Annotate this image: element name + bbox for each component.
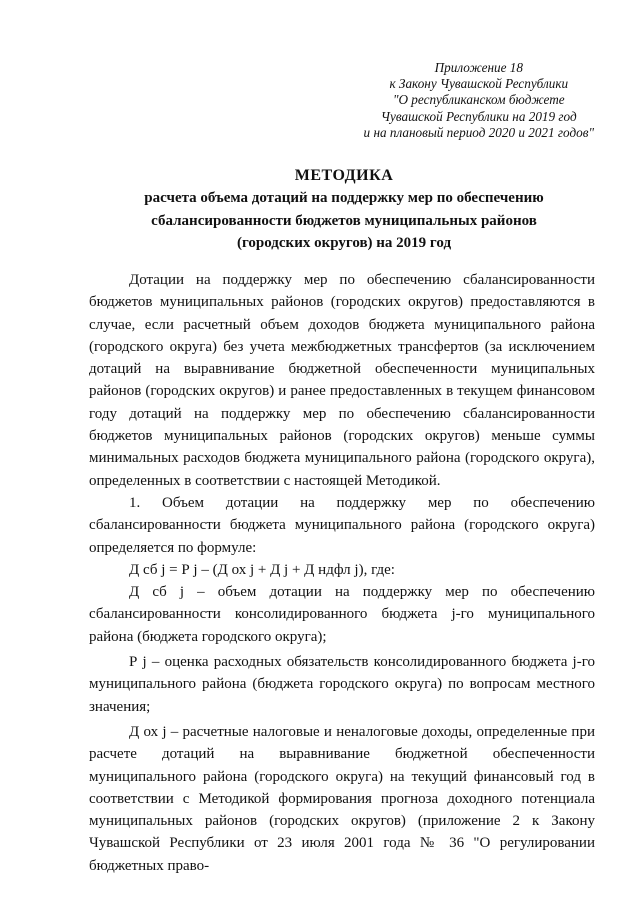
document-subtitle-line-2: сбалансированности бюджетов муниципальных районов — [151, 212, 537, 229]
appendix-header — [364, 60, 594, 141]
paragraph-definition-r: Р j – оценка расходных обязательств консолидированного бюджета j-го муниципального района (бюджета городского округа) по вопросам местного значения; — [89, 654, 595, 715]
paragraph-definition-dox: Д ох j – расчетные налоговые и неналоговые доходы, определенные при расчете дотаций на выравнивание бюджетной обеспеченности муниципального района (городского округа) на текущий финансовый год в соответствии с Методикой формирования прогноза доходного потенциала муниципальных районов (городских округов) (приложение 2 к Закону Чувашской Республики от 23 июля 2001 года № 36 "О регулировании бюджетных право- — [89, 723, 595, 874]
document-body — [89, 269, 595, 877]
document-subtitle-line-1: расчета объема дотаций на поддержку мер по обеспечению — [144, 190, 544, 206]
appendix-line-1: Приложение 18 — [434, 60, 523, 75]
appendix-line-5: и на плановый период 2020 и 2021 годов" — [363, 124, 594, 140]
document-heading — [88, 165, 600, 255]
appendix-line-2: к Закону Чувашской Республики — [389, 76, 569, 92]
appendix-line-4: Чувашской Республики на 2019 год — [380, 108, 577, 124]
document-title: МЕТОДИКА — [294, 167, 394, 184]
document-subtitle-line-3: (городских округов) на 2019 год — [236, 235, 452, 251]
paragraph-intro: Дотации на поддержку мер по обеспечению сбалансированности бюджетов муниципальных районов (городских округов) предоставляются в случае, если расчетный объем доходов бюджета муниципального района (городского округа) без учета межбюджетных трансфертов (за исключением дотаций на выравнивание бюджетной обеспеченности муниципальных районов (городских округов) и ранее предоставленных в текущем финансовом году дотаций на поддержку мер по обеспечению сбалансированности бюджетов муниципальных районов (городских округов) меньше суммы минимальных расходов бюджета муниципального района (городского округа), определенных в соответствии с настоящей Методикой. — [89, 272, 595, 489]
paragraph-clause-1: 1. Объем дотации на поддержку мер по обеспечению сбалансированности бюджета муниципального района (городского округа) определяется по формуле: — [89, 494, 595, 556]
paragraph-formula: Д сб j = Р j – (Д ох j + Д j + Д ндфл j), где: — [129, 561, 395, 578]
paragraph-definition-dsb: Д сб j – объем дотации на поддержку мер по обеспечению сбалансированности консолидированного бюджета j-го муниципального района (бюджета городского округа); — [89, 584, 595, 645]
appendix-line-3: "О республиканском бюджете — [392, 92, 565, 108]
